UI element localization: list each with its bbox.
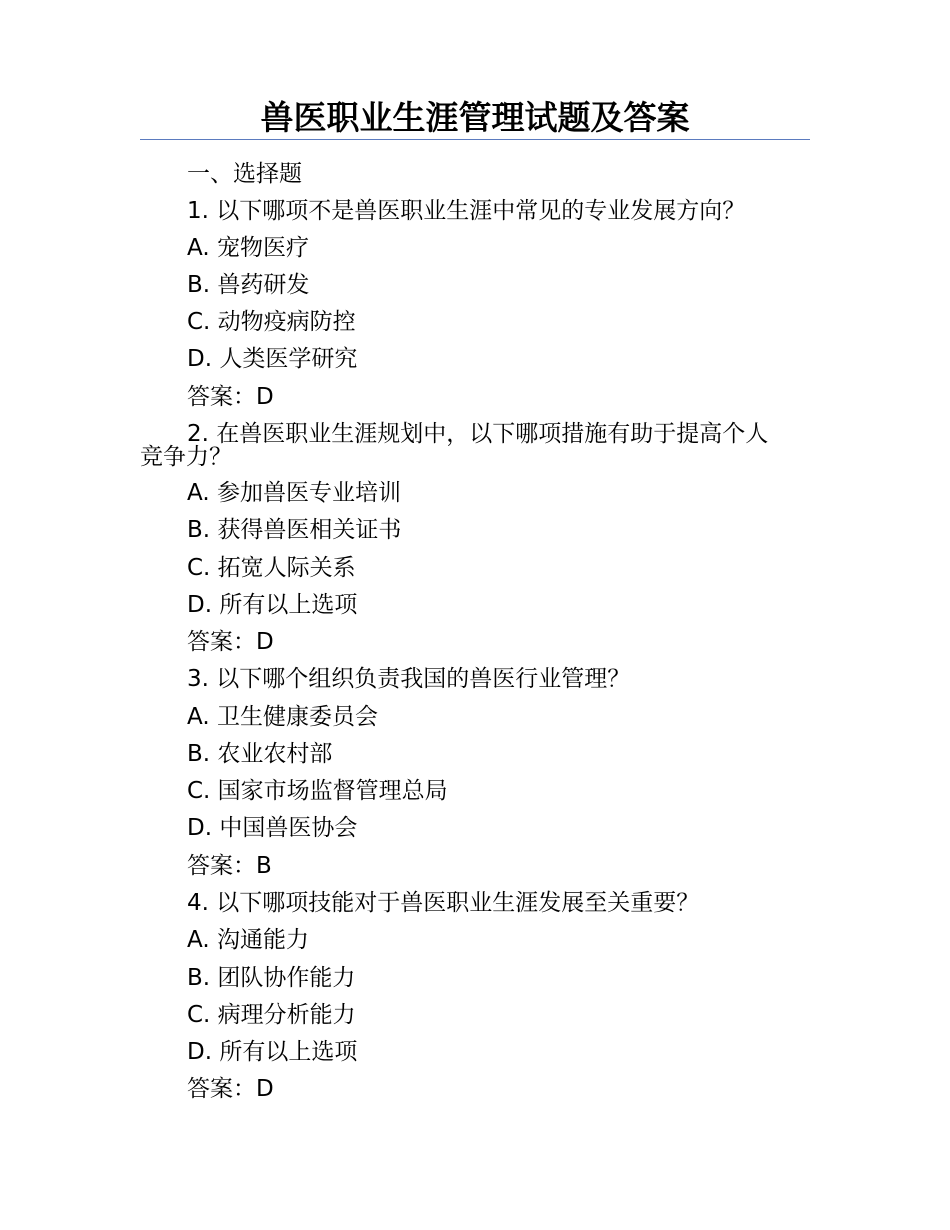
- question-1-option-a: A. 宠物医疗: [187, 235, 309, 261]
- question-1-stem: 1. 以下哪项不是兽医职业生涯中常见的专业发展方向？: [187, 198, 746, 224]
- question-4-option-d: D. 所有以上选项: [187, 1039, 358, 1065]
- question-3-answer: 答案：B: [187, 853, 272, 879]
- question-2-option-a: A. 参加兽医专业培训: [187, 480, 401, 506]
- question-2-answer: 答案：D: [187, 629, 274, 655]
- question-1-option-b: B. 兽药研发: [187, 272, 310, 298]
- question-2-stem-line-1: 2. 在兽医职业生涯规划中，以下哪项措施有助于提高个人: [187, 421, 769, 447]
- question-2-option-b: B. 获得兽医相关证书: [187, 517, 402, 543]
- question-3-stem: 3. 以下哪个组织负责我国的兽医行业管理？: [187, 666, 631, 692]
- question-2-option-d: D. 所有以上选项: [187, 592, 358, 618]
- title-underline: [140, 139, 810, 140]
- question-2-option-c: C. 拓宽人际关系: [187, 555, 356, 581]
- question-4-option-b: B. 团队协作能力: [187, 965, 356, 991]
- question-1-option-d: D. 人类医学研究: [187, 346, 358, 372]
- question-1-answer: 答案：D: [187, 384, 274, 410]
- question-4-option-a: A. 沟通能力: [187, 927, 309, 953]
- question-4-option-c: C. 病理分析能力: [187, 1002, 356, 1028]
- question-3-option-c: C. 国家市场监督管理总局: [187, 778, 448, 804]
- question-4-stem: 4. 以下哪项技能对于兽医职业生涯发展至关重要？: [187, 890, 700, 916]
- question-3-option-d: D. 中国兽医协会: [187, 815, 358, 841]
- question-4-answer: 答案：D: [187, 1076, 274, 1102]
- document-title: 兽医职业生涯管理试题及答案: [260, 98, 690, 137]
- section-heading: 一、选择题: [187, 161, 302, 187]
- question-3-option-a: A. 卫生健康委员会: [187, 704, 378, 730]
- question-2-stem-line-2: 竞争力？: [140, 444, 232, 470]
- question-1-option-c: C. 动物疫病防控: [187, 309, 356, 335]
- question-3-option-b: B. 农业农村部: [187, 741, 333, 767]
